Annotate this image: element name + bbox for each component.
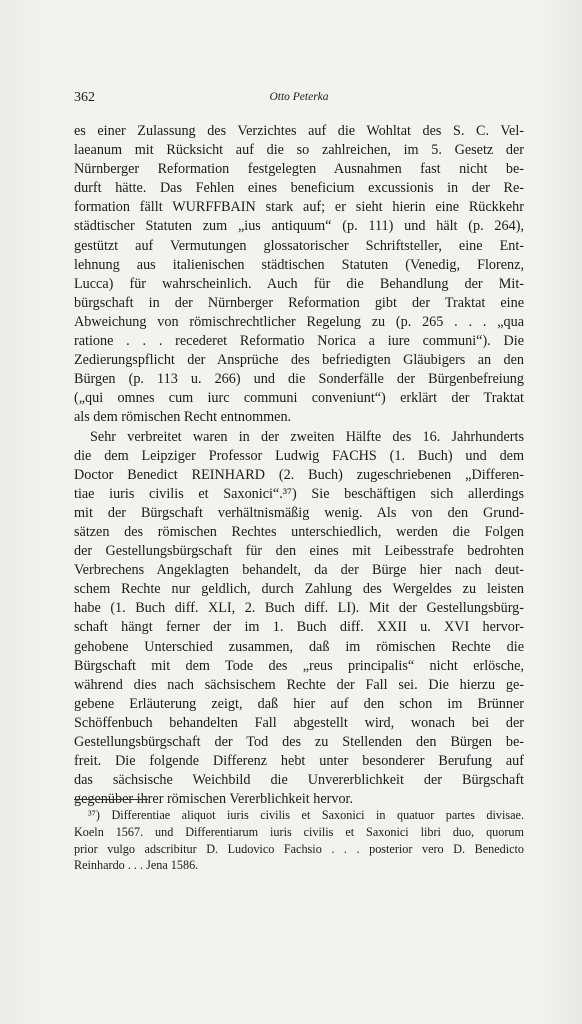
text-line: formation fällt WURFFBAIN stark auf; er sieht hierin eine Rückkehr — [74, 199, 524, 216]
footnote-line: Reinhardo . . . Jena 1586. — [74, 858, 199, 873]
text-line: lehnung aus italienischen städtischen Statuten (Venedig, Florenz, — [74, 256, 524, 273]
text-line: sätzen des römischen Rechtes unterschiedlich, werden die Folgen — [74, 523, 524, 540]
text-line: Verbrechens Angeklagten behandelt, da der Bürge hier nach deut- — [74, 562, 524, 579]
text-line: es einer Zulassung des Verzichtes auf die Wohltat des S. C. Vel- — [74, 123, 524, 139]
footnote-divider — [74, 799, 148, 800]
page-header — [74, 90, 524, 108]
text-line: Doctor Benedict REINHARD (2. Buch) zugeschriebenen „Differen- — [74, 466, 524, 483]
footnote-line: ³⁷) Differentiae aliquot iuris civilis et Saxonici in quatuor partes divisae. — [88, 808, 524, 822]
body-text — [74, 122, 524, 809]
text-line: gehobene Unterschied zusammen, daß im römischen Rechte die — [74, 638, 524, 655]
text-line: der Gestellungsbürgschaft für den eines mit Leibesstrafe bedrohten — [74, 543, 524, 560]
text-line: tiae iuris civilis et Saxonici“.³⁷) Sie beschäftigen sich allerdings — [74, 485, 524, 502]
text-line: habe (1. Buch diff. XLI, 2. Buch diff. LI). Mit der Gestellungsbürg- — [74, 600, 524, 617]
text-line: Gestellungsbürgschaft der Tod des zu Stellenden den Bürgen be- — [74, 734, 524, 750]
text-line: das sächsische Weichbild die Unvererblichkeit der Bürgschaft — [74, 772, 524, 789]
text-line: Schöffenbuch behandelten Fall abgestellt wird, wonach bei der — [74, 714, 524, 731]
text-line: Lucca) für wahrscheinlich. Auch für die Behandlung der Mit- — [74, 275, 524, 292]
running-head: Otto Peterka — [269, 91, 329, 103]
text-line: laeanum mit Rücksicht auf die so zahlreichen, im 5. Gesetz der — [74, 142, 524, 159]
text-line: schaft hängt ferner der im 1. Buch diff. XXII u. XVI hervor- — [74, 619, 524, 636]
text-line: freit. Die folgende Differenz hebt unter besonderer Berufung auf — [74, 753, 524, 770]
text-line: Zedierungspflicht der Ansprüche des befriedigten Gläubigers an den — [74, 352, 524, 369]
text-line: als dem römischen Recht entnommen. — [74, 409, 292, 426]
text-line: gebene Erläuterung zeigt, daß hier auf den schon im Brünner — [74, 695, 524, 712]
text-line: Nürnberger Reformation festgelegten Ausnahmen fast nicht be- — [74, 161, 524, 178]
text-line: bürgschaft in der Nürnberger Reformation gibt der Traktat eine — [74, 294, 524, 311]
footnote — [74, 807, 524, 874]
text-line: ratione . . . recederet Reformatio Norica a iure communi“). Die — [74, 333, 524, 350]
text-line: durft hätte. Das Fehlen eines beneficium excussionis in der Re- — [74, 180, 524, 197]
text-line: Bürgen (p. 113 u. 266) und die Sonderfälle der Bürgenbefreiung — [74, 371, 524, 388]
text-line: Abweichung von römischrechtlicher Regelung zu (p. 265 . . . „qua — [74, 313, 524, 330]
text-line: mit der Bürgschaft verhältnismäßig wenig. Als von den Grund- — [74, 504, 524, 521]
text-line: schem Rechte nur geldlich, durch Zahlung des Wergeldes zu leisten — [74, 581, 524, 598]
text-line: während dies nach sächsischem Rechte der Fall sei. Die hierzu ge- — [74, 676, 524, 693]
footnote-line: prior vulgo adscribitur D. Ludovico Fachsio . . . posterior vero D. Benedicto — [74, 841, 524, 856]
page-number: 362 — [74, 90, 95, 105]
footnote-line: Koeln 1567. und Differentiarum iuris civilis et Saxonici libri duo, quorum — [74, 824, 524, 839]
text-line: städtischer Statuten zum „ius antiquum“ (p. 111) und hält (p. 264), — [74, 218, 524, 235]
text-line: gestützt auf Vermutungen glossatorischer Schriftsteller, eine Ent- — [74, 237, 524, 254]
text-line: die dem Leipziger Professor Ludwig FACHS (1. Buch) und dem — [74, 447, 524, 464]
text-line: Bürgschaft mit dem Tode des „reus principalis“ nicht erlösche, — [74, 657, 524, 674]
text-line: („qui omnes cum iurc communi conveniunt“) erklärt der Traktat — [74, 390, 524, 407]
text-line: gegenüber ihrer römischen Vererblichkeit hervor. — [74, 791, 354, 808]
text-line: Sehr verbreitet waren in der zweiten Hälfte des 16. Jahrhunderts — [90, 428, 524, 445]
